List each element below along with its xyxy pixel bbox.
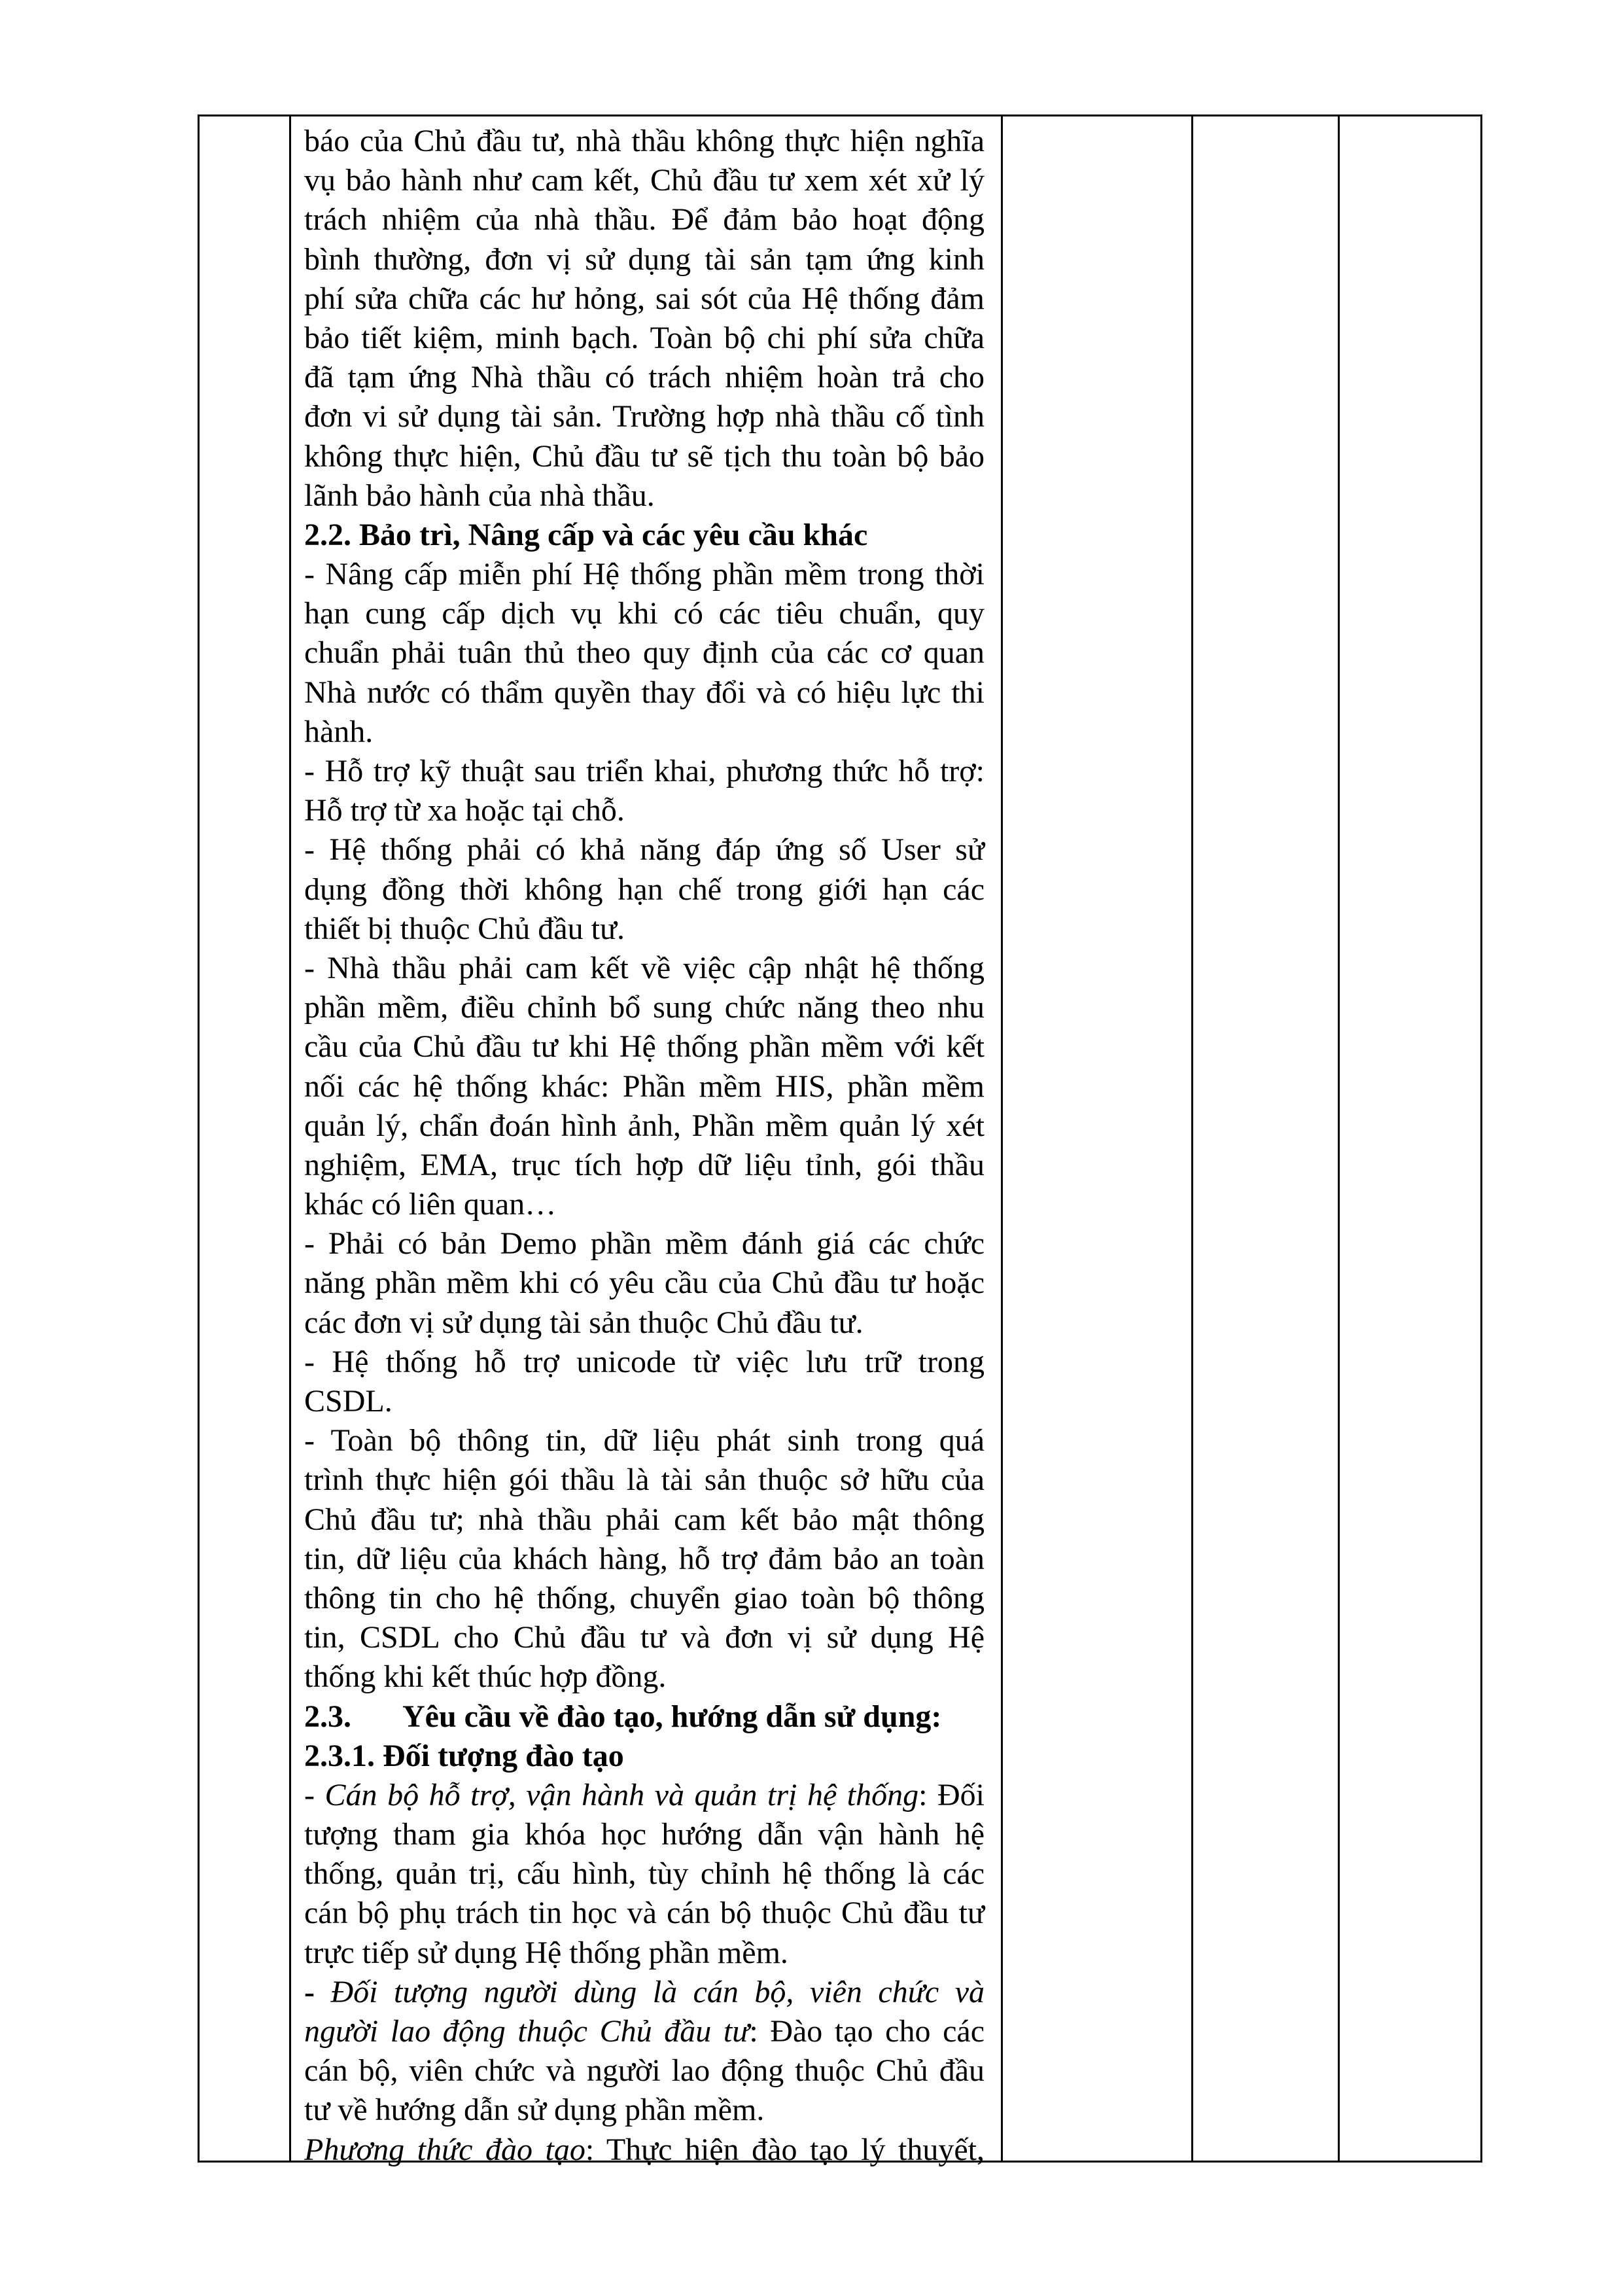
- text-line: tượng tham gia khóa học hướng dẫn vận hành hệ: [304, 1817, 985, 1852]
- text-line: người lao động thuộc Chủ đầu tư: Đào tạo cho các: [304, 2014, 985, 2049]
- text-line: hành.: [304, 714, 374, 749]
- section-heading-2-3-1: 2.3.1. Đối tượng đào tạo: [304, 1738, 624, 1773]
- text-line: phí sửa chữa các hư hỏng, sai sót của Hệ thống đảm: [304, 281, 985, 316]
- text-line: cán bộ phụ trách tin học và cán bộ thuộc Chủ đầu tư: [304, 1896, 985, 1931]
- text-line: cầu của Chủ đầu tư khi Hệ thống phần mềm với kết: [304, 1029, 985, 1065]
- text-line: - Đối tượng người dùng là cán bộ, viên chức và: [304, 1974, 985, 2009]
- section-title: Yêu cầu về đào tạo, hướng dẫn sử dụng:: [402, 1699, 942, 1734]
- text-line: quản lý, chẩn đoán hình ảnh, Phần mềm quản lý xét: [304, 1108, 985, 1143]
- text-line: - Nhà thầu phải cam kết về việc cập nhật hệ thống: [304, 950, 985, 985]
- text-line: trình thực hiện gói thầu là tài sản thuộc sở hữu của: [304, 1462, 985, 1498]
- text-line: năng phần mềm khi có yêu cầu của Chủ đầu tư hoặc: [304, 1265, 985, 1301]
- text-line: cán bộ, viên chức và người lao động thuộc Chủ đầu: [304, 2053, 985, 2089]
- text-line: phần mềm, điều chỉnh bổ sung chức năng theo nhu: [304, 990, 985, 1025]
- text-line: - Nâng cấp miễn phí Hệ thống phần mềm trong thời: [304, 557, 985, 592]
- text-line: - Hệ thống hỗ trợ unicode từ việc lưu trữ trong: [304, 1344, 985, 1379]
- text-line: dụng đồng thời không hạn chế trong giới hạn các: [304, 872, 985, 907]
- text-line: bình thường, đơn vị sử dụng tài sản tạm ứng kinh: [304, 241, 985, 277]
- text-line: đơn vi sử dụng tài sản. Trường hợp nhà thầu cố tình: [304, 399, 985, 434]
- text-line: - Hệ thống phải có khả năng đáp ứng số User sử: [304, 832, 985, 868]
- text-line: hạn cung cấp dịch vụ khi có các tiêu chuẩn, quy: [304, 596, 985, 631]
- text-line: - Hỗ trợ kỹ thuật sau triển khai, phương thức hỗ trợ:: [304, 754, 985, 788]
- column-divider-4: [1338, 116, 1340, 2161]
- text-line: chuẩn phải tuân thủ theo quy định của các cơ quan: [304, 635, 985, 671]
- column-divider-1: [289, 116, 291, 2161]
- section-number: 2.3.: [304, 1699, 351, 1734]
- text-line: thông tin cho hệ thống, chuyển giao toàn bộ thông: [304, 1580, 985, 1616]
- text-line: trực tiếp sử dụng Hệ thống phần mềm.: [304, 1935, 788, 1970]
- text-line: khác có liên quan…: [304, 1187, 557, 1222]
- section-heading-2-2: 2.2. Bảo trì, Nâng cấp và các yêu cầu khác: [304, 517, 868, 552]
- text-line: Hỗ trợ từ xa hoặc tại chỗ.: [304, 793, 625, 828]
- text-line: nối các hệ thống khác: Phần mềm HIS, phần mềm: [304, 1069, 985, 1104]
- text-line: tin, CSDL cho Chủ đầu tư và đơn vị sử dụng Hệ: [304, 1620, 985, 1655]
- text-line: báo của Chủ đầu tư, nhà thầu không thực hiện nghĩa: [304, 124, 985, 158]
- text-line: các đơn vị sử dụng tài sản thuộc Chủ đầu tư.: [304, 1305, 864, 1340]
- text-line: thống, quản trị, cấu hình, tùy chỉnh hệ thống là các: [304, 1856, 985, 1892]
- text-line: bảo tiết kiệm, minh bạch. Toàn bộ chi phí sửa chữa: [304, 320, 985, 355]
- text-line: CSDL.: [304, 1384, 393, 1419]
- text-line: đã tạm ứng Nhà thầu có trách nhiệm hoàn trả cho: [304, 360, 985, 395]
- text-line: tin, dữ liệu của khách hàng, hỗ trợ đảm bảo an toàn: [304, 1541, 985, 1576]
- text-line: Chủ đầu tư; nhà thầu phải cam kết bảo mật thông: [304, 1502, 985, 1537]
- text-line: Nhà nước có thẩm quyền thay đổi và có hiệu lực thi: [304, 675, 985, 710]
- text-line: vụ bảo hành như cam kết, Chủ đầu tư xem xét xử lý: [304, 163, 985, 198]
- text-line: - Cán bộ hỗ trợ, vận hành và quản trị hệ thống: Đối: [304, 1777, 985, 1812]
- text-line: không thực hiện, Chủ đầu tư sẽ tịch thu toàn bộ bảo: [304, 438, 985, 474]
- text-line: - Toàn bộ thông tin, dữ liệu phát sinh trong quá: [304, 1423, 985, 1458]
- table-cell-content: [304, 122, 985, 2170]
- text-line: lãnh bảo hành của nhà thầu.: [304, 478, 655, 513]
- text-line: Phương thức đào tạo: Thực hiện đào tạo lý thuyết,: [304, 2132, 985, 2167]
- section-heading-2-3: [304, 1697, 985, 1737]
- column-divider-2: [1001, 116, 1003, 2161]
- text-line: tư về hướng dẫn sử dụng phần mềm.: [304, 2093, 765, 2128]
- text-line: trách nhiệm của nhà thầu. Để đảm bảo hoạt động: [304, 202, 985, 238]
- text-line: nghiệm, EMA, trục tích hợp dữ liệu tỉnh, gói thầu: [304, 1147, 985, 1182]
- column-divider-3: [1191, 116, 1193, 2161]
- text-line: - Phải có bản Demo phần mềm đánh giá các chức: [304, 1226, 985, 1262]
- text-line: thống khi kết thúc hợp đồng.: [304, 1659, 667, 1695]
- text-line: thiết bị thuộc Chủ đầu tư.: [304, 911, 625, 946]
